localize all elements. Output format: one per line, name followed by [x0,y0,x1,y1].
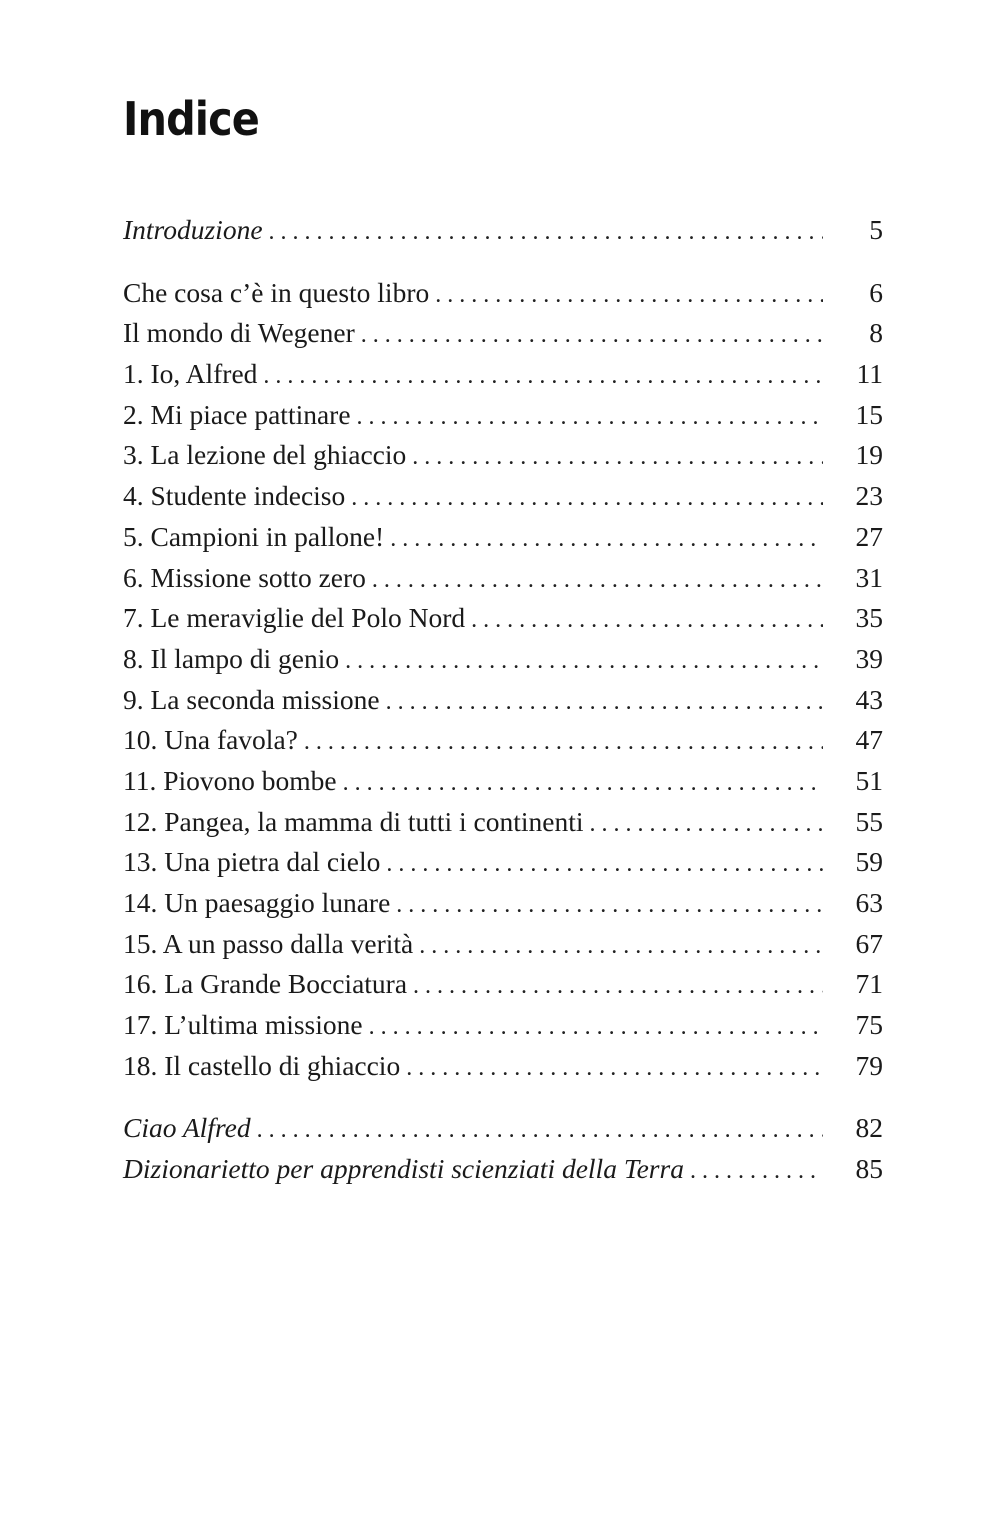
toc-entry-label: 15. A un passo dalla verità [123,927,414,959]
toc-entry[interactable] [123,273,883,314]
toc-entry-label: 4. Studente indeciso [123,480,346,512]
toc-entry-page-number: 79 [855,1049,883,1081]
dot-leader [419,926,823,967]
toc-entry-page-number: 75 [855,1009,883,1041]
toc-entry[interactable] [123,883,883,924]
toc-entry-label: 7. Le meraviglie del Polo Nord [123,602,466,634]
toc-entry[interactable] [123,476,883,517]
toc-entry-page-number: 35 [855,602,883,634]
toc-entry-page-number: 47 [855,724,883,756]
dot-leader [345,641,823,682]
toc-entry-page-number: 19 [855,439,883,471]
dot-leader [257,1110,823,1151]
toc-entry-label: Che cosa c’è in questo libro [123,276,430,308]
toc-entry-label: 17. L’ultima missione [123,1009,363,1041]
dot-leader [471,600,823,641]
toc-entry-page-number: 39 [855,642,883,674]
toc-entry-label: Il mondo di Wegener [123,317,355,349]
toc-entry[interactable] [123,964,883,1005]
toc-entry-label: 13. Una pietra dal cielo [123,846,381,878]
page-title: Indice [123,92,259,146]
dot-leader [369,1007,823,1048]
toc-entry-page-number: 23 [855,480,883,512]
toc-entry-label: 9. La seconda missione [123,683,380,715]
toc-entry-label: 6. Missione sotto zero [123,561,366,593]
toc-entry-label: 14. Un paesaggio lunare [123,887,391,918]
toc-entry[interactable] [123,720,883,761]
toc-entry[interactable] [123,802,883,843]
toc-entry-page-number: 82 [855,1112,883,1144]
dot-leader [386,844,823,885]
toc-entry[interactable] [123,639,883,680]
dot-leader [357,397,823,438]
toc-entry-page-number: 8 [869,317,883,349]
toc-entry-page-number: 11 [856,358,883,390]
toc-entry-page-number: 31 [855,561,883,593]
toc-entry[interactable] [123,1149,883,1190]
table-of-contents [123,210,883,1190]
dot-leader [304,722,823,763]
toc-entry-page-number: 59 [855,846,883,878]
toc-entry-page-number: 63 [855,887,883,918]
toc-entry-label: 11. Piovono bombe [123,764,337,796]
toc-entry-label: 2. Mi piace pattinare [123,398,351,430]
toc-entry-page-number: 71 [855,968,883,1000]
toc-entry[interactable] [123,1046,883,1087]
toc-entry-label: 12. Pangea, la mamma di tutti i continenti [123,805,584,837]
dot-leader [412,437,823,478]
toc-entry-label: 3. La lezione del ghiaccio [123,439,407,471]
toc-entry-page-number: 27 [855,520,883,552]
toc-entry-page-number: 51 [855,764,883,796]
toc-entry-label: Ciao Alfred [123,1112,251,1144]
toc-entry[interactable] [123,924,883,965]
toc-entry-label: Dizionarietto per apprendisti scienziati della Terra [123,1153,684,1185]
toc-entry-page-number: 5 [869,214,883,245]
toc-entry[interactable] [123,313,883,354]
dot-leader [386,682,823,723]
dot-leader [690,1151,823,1192]
toc-entry-page-number: 67 [855,927,883,959]
toc-entry[interactable] [123,517,883,558]
dot-leader [435,275,823,316]
toc-entry-label: 18. Il castello di ghiaccio [123,1049,401,1081]
dot-leader [372,560,823,601]
toc-entry[interactable] [123,1005,883,1046]
toc-entry-label: 8. Il lampo di genio [123,642,340,674]
dot-leader [390,519,823,560]
dot-leader [590,804,823,845]
toc-entry-label: 10. Una favola? [123,724,298,756]
dot-leader [351,478,823,519]
toc-entry[interactable] [123,435,883,476]
toc-entry[interactable] [123,761,883,802]
toc-entry[interactable] [123,395,883,436]
dot-leader [343,763,823,804]
toc-entry[interactable] [123,210,883,251]
toc-entry[interactable] [123,842,883,883]
dot-leader [396,885,823,926]
toc-entry-label: Introduzione [123,214,263,245]
toc-entry-page-number: 6 [869,276,883,308]
dot-leader [263,356,823,397]
toc-entry-label: 1. Io, Alfred [123,358,258,390]
toc-entry-page-number: 43 [855,683,883,715]
toc-entry-label: 16. La Grande Bocciatura [123,968,408,1000]
dot-leader [361,315,823,356]
toc-entry[interactable] [123,558,883,599]
toc-entry[interactable] [123,354,883,395]
dot-leader [413,966,823,1007]
toc-entry-page-number: 55 [855,805,883,837]
toc-entry-page-number: 85 [855,1153,883,1185]
dot-leader [406,1048,823,1089]
dot-leader [269,212,823,253]
toc-entry-page-number: 15 [855,398,883,430]
toc-entry[interactable] [123,680,883,721]
toc-entry-label: 5. Campioni in pallone! [123,520,385,552]
toc-entry[interactable] [123,1108,883,1149]
toc-entry[interactable] [123,598,883,639]
